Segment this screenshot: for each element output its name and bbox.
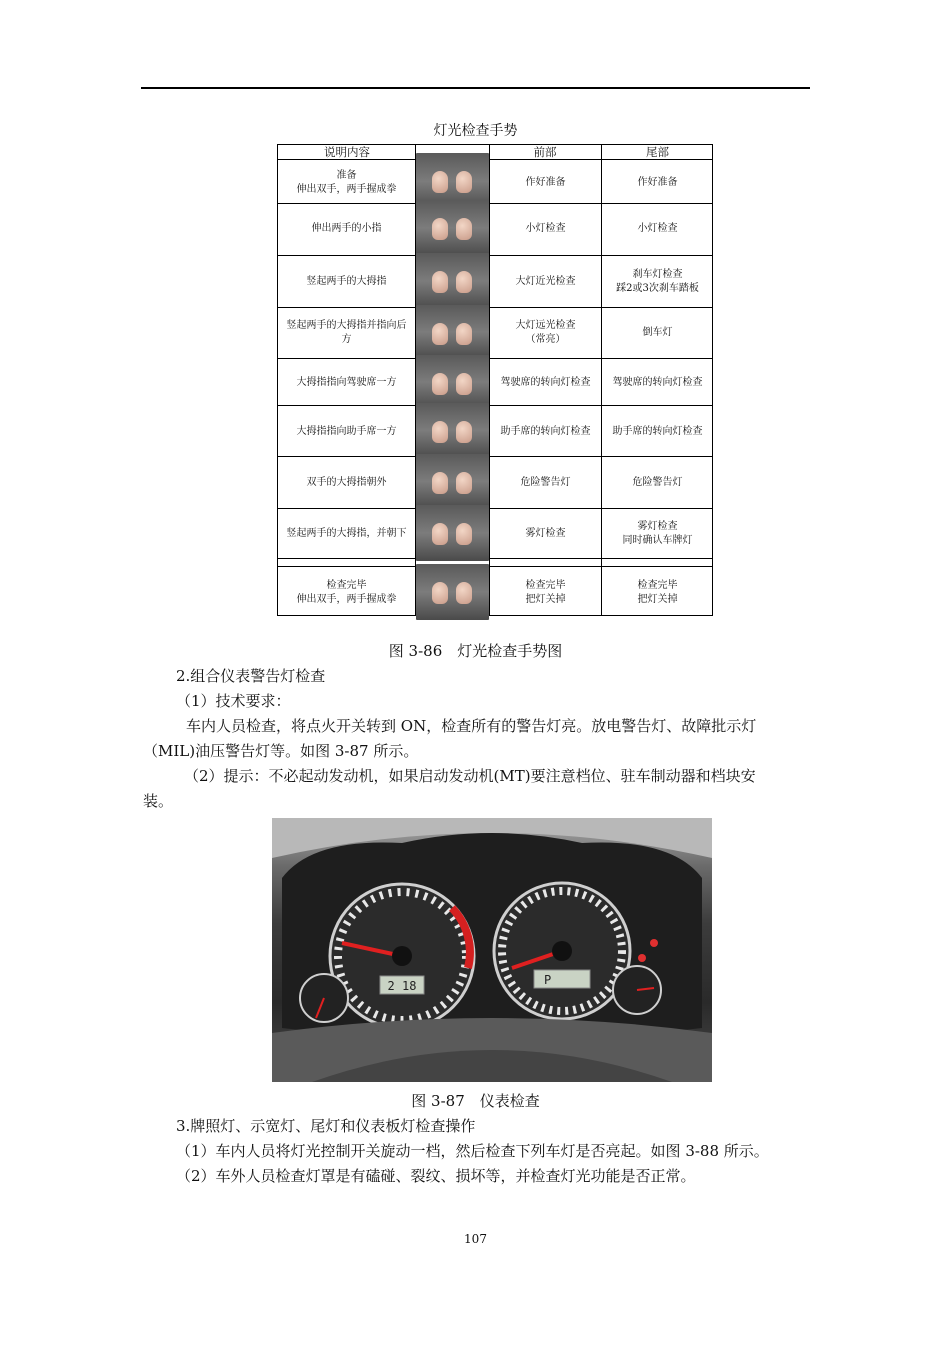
photo-background [416, 305, 489, 359]
gesture-description-line: 伸出双手，两手握成拳 [296, 183, 397, 195]
front-check-line: 驾驶席的转向灯检查 [500, 377, 591, 388]
gesture-table [277, 144, 713, 616]
instrument-cluster-photo [272, 818, 712, 1082]
gesture-description [278, 206, 415, 252]
front-check-line: 小灯检查 [525, 223, 566, 234]
rear-check-line: 把灯关掉 [637, 594, 678, 605]
rear-check-line: 小灯检查 [637, 223, 678, 234]
photo-background [416, 200, 489, 256]
hand-shape [432, 373, 448, 395]
gesture-description-line: 准备 [336, 169, 357, 181]
thumbs-out-photo [416, 454, 489, 509]
rear-check-line: 倒车灯 [642, 327, 673, 338]
table-row-separator [278, 255, 712, 256]
photo-background [416, 403, 489, 458]
gesture-description-line: 竖起两手的大拇指并指向后 [286, 320, 407, 331]
front-check-line: 检查完毕 [525, 580, 566, 591]
hand-shape [456, 171, 472, 193]
section-2-para-3b: 装。 [143, 792, 174, 810]
hand-shape [456, 472, 472, 494]
rear-check [602, 159, 713, 206]
hand-shape [456, 218, 472, 240]
gesture-description-line: 竖起两手的大拇指，并朝下 [286, 528, 407, 539]
gesture-description-line: 检查完毕 [326, 580, 367, 591]
gesture-description [278, 460, 415, 505]
hand-shape [456, 271, 472, 293]
photo-background [416, 454, 489, 509]
gesture-description [278, 511, 415, 557]
gesture-description-line: 大拇指指向助手席一方 [296, 425, 397, 437]
rear-check [602, 361, 713, 405]
rear-check-line: 作好准备 [637, 176, 678, 188]
rear-check [602, 259, 713, 305]
warning-light [650, 939, 658, 947]
gesture-description [278, 159, 415, 206]
gesture-description-line: 伸出双手，两手握成拳 [296, 594, 397, 605]
section-2-para-2a: 车内人员检查，将点火开关转到 ON，检查所有的警告灯亮。放电警告灯、故障批示灯 [186, 717, 757, 735]
front-check [490, 311, 601, 355]
photo-background [416, 253, 489, 309]
photo-background [416, 564, 489, 620]
cluster-drawing [272, 818, 712, 1082]
thumb-passenger-side-photo [416, 403, 489, 458]
front-check [490, 159, 601, 206]
front-check [490, 259, 601, 305]
header-rear: 尾部 [646, 145, 669, 159]
rear-check [602, 409, 713, 454]
table-row-separator [278, 456, 712, 457]
section-3-para-1: （1）车内人员将灯光控制开关旋动一档，然后检查下列车灯是否亮起。如图 3-88 所示。 [176, 1142, 769, 1160]
warning-light [638, 954, 646, 962]
rear-check [602, 460, 713, 505]
front-check-line: 大灯近光检查 [515, 276, 576, 287]
gesture-description-line: 双手的大拇指朝外 [306, 476, 387, 488]
header-rule [141, 87, 810, 89]
rear-check-line: 踩2或3次刹车踏板 [616, 283, 699, 294]
hand-shape [456, 373, 472, 395]
hand-shape [456, 323, 472, 345]
rear-check-line: 同时确认车牌灯 [622, 535, 693, 546]
hand-shape [432, 271, 448, 293]
hand-shape [456, 421, 472, 443]
front-check [490, 409, 601, 454]
page-number: 107 [464, 1232, 487, 1246]
shift-display-text: P [544, 973, 552, 987]
hand-shape [432, 421, 448, 443]
section-3-heading: 3.牌照灯、示宽灯、尾灯和仪表板灯检查操作 [176, 1117, 476, 1135]
section-3-para-2: （2）车外人员检查灯罩是有磕碰、裂纹、损坏等，并检查灯光功能是否正常。 [176, 1167, 696, 1185]
header-desc: 说明内容 [324, 145, 370, 159]
gesture-description-line: 方 [341, 334, 352, 345]
hand-shape [432, 472, 448, 494]
rear-check [602, 570, 713, 616]
front-check [490, 206, 601, 252]
gesture-description-line: 伸出两手的小指 [311, 223, 382, 234]
section-2-para-1: （1）技术要求： [176, 692, 291, 710]
gesture-description [278, 361, 415, 405]
front-check [490, 460, 601, 505]
tachometer-hub [392, 946, 412, 966]
rear-check [602, 206, 713, 252]
table-row-separator [278, 405, 712, 406]
front-check-line: 雾灯检查 [525, 528, 566, 539]
front-check [490, 570, 601, 616]
front-check-line: （常亮） [525, 334, 566, 345]
thumb-driver-side-photo [416, 355, 489, 409]
section-2-para-3a: （2）提示：不必起动发动机，如果启动发动机(MT)要注意档位、驻车制动器和档块安 [184, 767, 756, 785]
thumbs-back-photo [416, 305, 489, 359]
front-check [490, 511, 601, 557]
front-check-line: 助手席的转向灯检查 [500, 425, 591, 437]
odometer-display-text: 2 18 [387, 979, 417, 993]
thumbs-down-photo [416, 505, 489, 561]
section-2-para-2b: （MIL)油压警告灯等。如图 3-87 所示。 [143, 742, 419, 760]
hand-shape [432, 323, 448, 345]
front-check [490, 361, 601, 405]
front-check-line: 大灯远光检查 [515, 320, 576, 331]
rear-check-line: 刹车灯检查 [632, 269, 683, 280]
hand-shape [456, 523, 472, 545]
front-check-line: 作好准备 [525, 176, 566, 188]
rear-check [602, 311, 713, 355]
hand-shape [432, 218, 448, 240]
photo-background [416, 355, 489, 409]
front-check-line: 把灯关掉 [525, 594, 566, 605]
speedometer-hub [552, 941, 572, 961]
hand-shape [432, 582, 448, 604]
little-fingers-photo [416, 200, 489, 256]
header-front: 前部 [533, 145, 557, 159]
gesture-description [278, 570, 415, 616]
table-row-separator [278, 566, 712, 567]
rear-check-line: 危险警告灯 [632, 476, 683, 488]
section-2-heading: 2.组合仪表警告灯检查 [176, 667, 326, 685]
gesture-description [278, 259, 415, 305]
gesture-description-line: 竖起两手的大拇指 [306, 276, 387, 287]
hand-shape [456, 582, 472, 604]
gesture-description [278, 409, 415, 454]
table-row-separator [278, 307, 712, 308]
front-check-line: 危险警告灯 [520, 476, 571, 488]
gesture-description-line: 大拇指指向驾驶席一方 [296, 377, 397, 388]
shift-display [534, 970, 590, 988]
hand-shape [432, 171, 448, 193]
rear-check-line: 检查完毕 [637, 580, 678, 591]
thumbs-up-photo [416, 253, 489, 309]
fists-photo [416, 564, 489, 620]
photo-background [416, 505, 489, 561]
table-row-separator [278, 508, 712, 509]
gesture-description [278, 311, 415, 355]
hand-shape [432, 523, 448, 545]
rear-check [602, 511, 713, 557]
figure-caption-3-86: 图 3-86 灯光检查手势图 [388, 642, 563, 660]
rear-check-line: 驾驶席的转向灯检查 [612, 377, 703, 388]
table-row-separator [278, 558, 712, 559]
table-row-separator [278, 358, 712, 359]
table-title: 灯光检查手势 [433, 123, 518, 139]
rear-check-line: 助手席的转向灯检查 [612, 425, 703, 437]
rear-check-line: 雾灯检查 [637, 521, 678, 532]
figure-caption-3-87: 图 3-87 仪表检查 [411, 1092, 540, 1110]
